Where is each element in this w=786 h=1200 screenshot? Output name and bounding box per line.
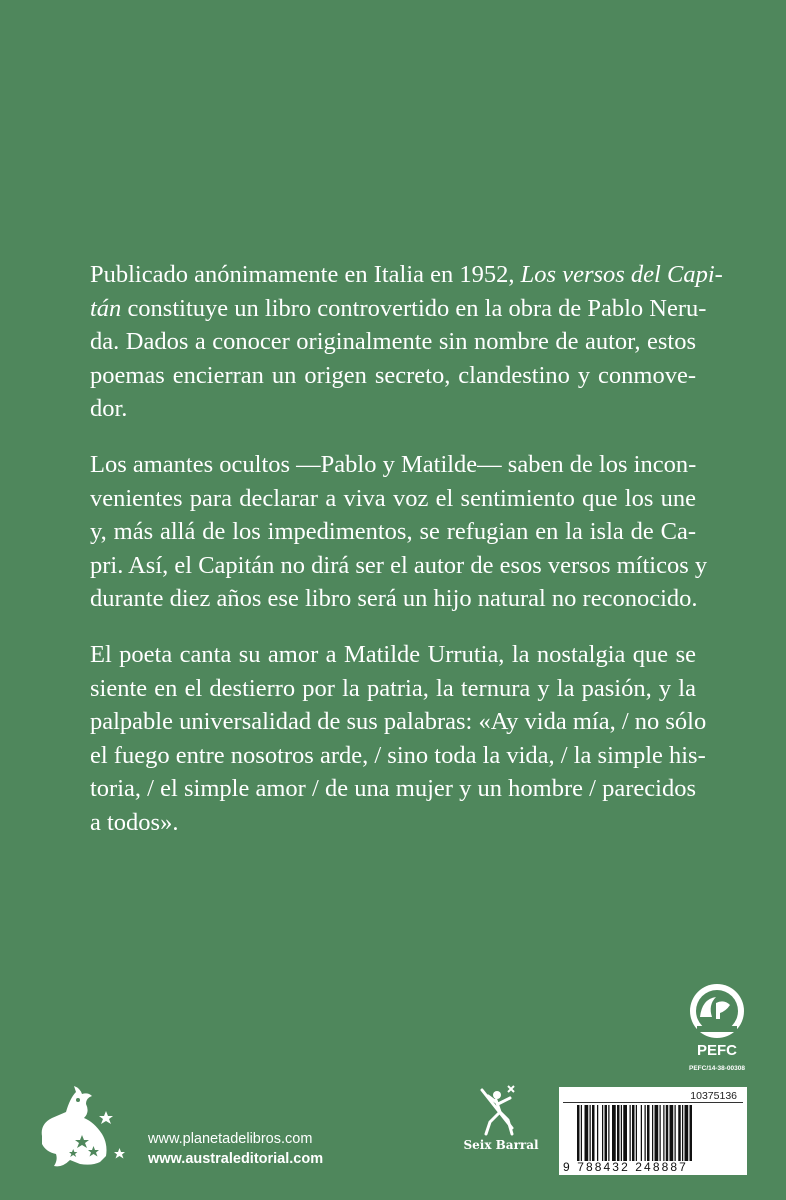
blurb-line: a todos». <box>90 808 179 836</box>
barcode-bar <box>670 1105 674 1161</box>
book-title: tán <box>90 294 122 322</box>
isbn-barcode <box>559 1087 747 1175</box>
blurb-line: Los amantes ocultos —Pablo y Matilde— saben de los incon- <box>90 450 697 478</box>
website-austral[interactable]: www.australeditorial.com <box>148 1151 324 1167</box>
barcode-bar <box>675 1105 676 1161</box>
barcode-bar <box>585 1105 589 1161</box>
book-title: Los versos del Capi- <box>520 261 723 288</box>
blurb-line: da. Dados a conocer originalmente sin nombre de autor, estos <box>90 328 696 356</box>
barcode-bar <box>655 1105 659 1161</box>
barcode-bar <box>652 1105 653 1161</box>
imprint-name: Seix Barral <box>463 1138 539 1152</box>
barcode-bar <box>682 1105 683 1161</box>
pefc-logo-icon <box>686 983 748 1069</box>
barcode-bar <box>577 1105 580 1161</box>
back-cover-blurb <box>90 258 723 862</box>
barcode-bar <box>663 1105 664 1161</box>
website-planeta[interactable]: www.planetadelibros.com <box>148 1131 313 1147</box>
barcode-bar <box>581 1105 582 1161</box>
barcode-bar <box>647 1105 650 1161</box>
barcode-bar <box>690 1105 693 1161</box>
pefc-code: PEFC/14-38-00308 <box>688 1065 745 1072</box>
barcode-divider <box>563 1102 743 1103</box>
barcode-bar <box>605 1105 608 1161</box>
blurb-line: el fuego entre nosotros arde, / sino toda la vida, / la simple his- <box>90 741 706 769</box>
blurb-line: toria, / el simple amor / de una mujer y un hombre / parecidos <box>90 775 696 803</box>
blurb-paragraph-3 <box>90 638 707 840</box>
barcode-bar <box>608 1105 609 1161</box>
blurb-line: poemas encierran un origen secreto, clandestino y conmove- <box>90 361 696 389</box>
barcode-bar <box>630 1105 631 1161</box>
barcode-bar <box>641 1105 642 1161</box>
barcode-bar <box>623 1105 627 1161</box>
barcode-bars-icon <box>577 1105 737 1161</box>
barcode-bar <box>666 1105 669 1161</box>
barcode-bar <box>590 1105 591 1161</box>
barcode-bar <box>617 1105 620 1161</box>
planeta-goat-logo-icon <box>32 1082 128 1174</box>
blurb-line: palpable universalidad de sus palabras: «Ay vida mía, / no sólo <box>90 708 707 736</box>
barcode-id: 10375136 <box>690 1090 737 1102</box>
blurb-line: durante diez años ese libro será un hijo natural no reconocido. <box>90 585 698 613</box>
barcode-bar <box>636 1105 637 1161</box>
blurb-line: dor. <box>90 395 128 423</box>
blurb-line: tán constituye un libro controvertido en la obra de Pablo Neru- <box>90 294 707 322</box>
barcode-bar <box>645 1105 646 1161</box>
blurb-paragraph-1 <box>90 258 723 426</box>
barcode-bar <box>685 1105 689 1161</box>
blurb-line: venientes para declarar a viva voz el sentimiento que los une <box>90 484 696 512</box>
barcode-bar <box>621 1105 622 1161</box>
barcode-bar <box>612 1105 616 1161</box>
barcode-bar <box>592 1105 595 1161</box>
pefc-label: PEFC <box>696 1042 738 1059</box>
barcode-bar <box>597 1105 598 1161</box>
barcode-bar <box>632 1105 635 1161</box>
blurb-line: y, más allá de los impedimentos, se refugian en la isla de Ca- <box>90 518 696 546</box>
blurb-line: siente en el destierro por la patria, la ternura y la pasión, y la <box>90 674 696 702</box>
blurb-line: pri. Así, el Capitán no dirá ser el autor de esos versos míticos y <box>90 551 708 579</box>
barcode-bar <box>678 1105 681 1161</box>
isbn-digits: 9 788432 248887 <box>563 1160 688 1174</box>
barcode-bar <box>602 1105 603 1161</box>
seix-barral-running-man-icon <box>468 1082 528 1140</box>
barcode-bar <box>660 1105 661 1161</box>
blurb-line: El poeta canta su amor a Matilde Urrutia, la nostalgia que se <box>90 640 696 668</box>
blurb-line: Publicado anónimamente en Italia en 1952, Los versos del Capi- <box>90 261 723 288</box>
blurb-paragraph-2 <box>90 448 708 616</box>
